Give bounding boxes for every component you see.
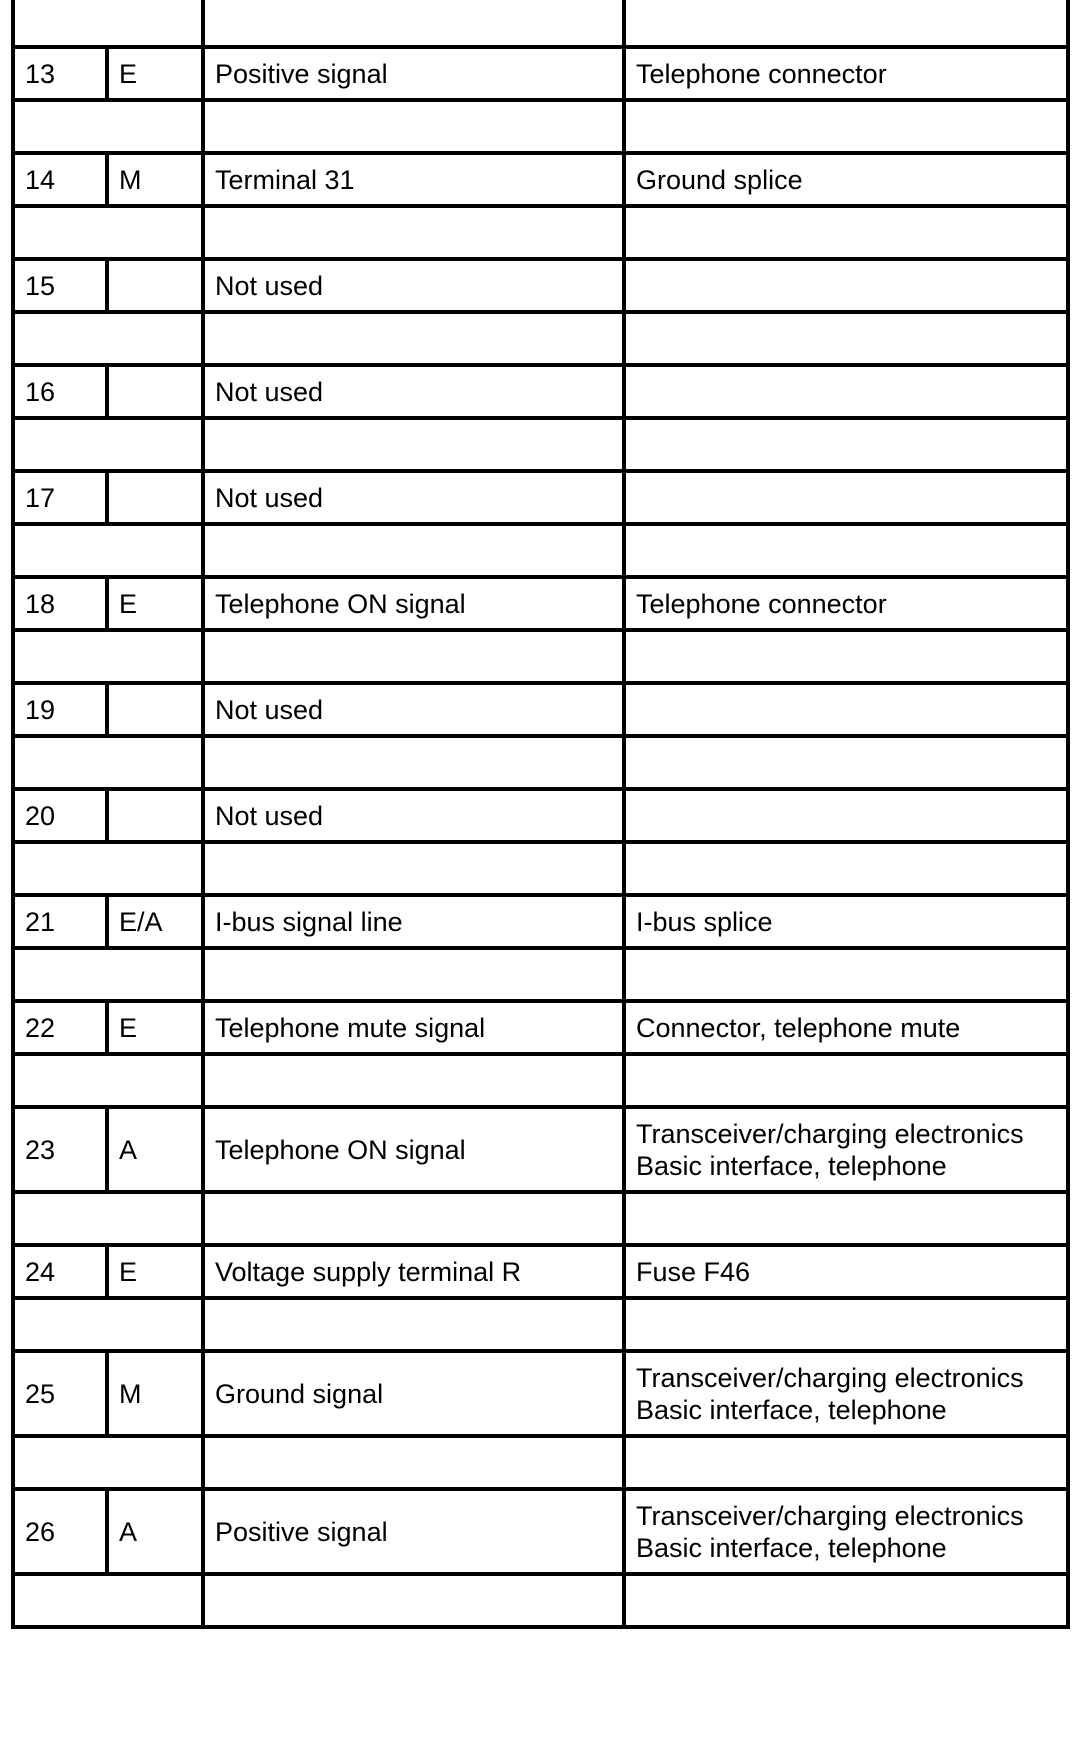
- type-cell: E: [107, 47, 203, 100]
- spacer-cell: [624, 524, 1068, 577]
- type-cell: E: [107, 1245, 203, 1298]
- pin-cell: 18: [13, 577, 107, 630]
- spacer-cell: [13, 524, 107, 577]
- connection-line: Ground splice: [636, 164, 803, 195]
- type-cell: [107, 365, 203, 418]
- table-row: [13, 471, 1068, 524]
- function-cell: Not used: [203, 789, 624, 842]
- spacer-cell: [13, 1298, 107, 1351]
- spacer-cell: [624, 842, 1068, 895]
- type-cell: E: [107, 1001, 203, 1054]
- spacer-cell: [624, 736, 1068, 789]
- spacer-cell: [13, 948, 107, 1001]
- connection-line: Basic interface, telephone: [636, 1532, 947, 1563]
- connection-cell: [624, 895, 1068, 948]
- spacer-cell: [107, 948, 203, 1001]
- spacer-cell: [624, 206, 1068, 259]
- connection-line: Basic interface, telephone: [636, 1150, 947, 1181]
- spacer-cell: [624, 1574, 1068, 1627]
- spacer-cell: [624, 1192, 1068, 1245]
- spacer-row: [13, 1298, 1068, 1351]
- connection-line: I-bus splice: [636, 906, 773, 937]
- pin-cell: 26: [13, 1489, 107, 1574]
- table-row: [13, 1351, 1068, 1436]
- spacer-cell: [13, 842, 107, 895]
- function-cell: Not used: [203, 259, 624, 312]
- function-cell: Not used: [203, 365, 624, 418]
- spacer-cell: [203, 736, 624, 789]
- table-row: [13, 789, 1068, 842]
- spacer-cell: [13, 1436, 107, 1489]
- type-cell: [107, 471, 203, 524]
- spacer-cell: [203, 524, 624, 577]
- pin-cell: 25: [13, 1351, 107, 1436]
- pin-cell: 13: [13, 47, 107, 100]
- spacer-cell: [203, 842, 624, 895]
- spacer-cell: [203, 100, 624, 153]
- spacer-cell: [203, 1298, 624, 1351]
- spacer-cell: [107, 524, 203, 577]
- table-row: [13, 47, 1068, 100]
- type-cell: A: [107, 1489, 203, 1574]
- type-cell: [107, 259, 203, 312]
- spacer-cell: [13, 0, 107, 47]
- spacer-row: [13, 100, 1068, 153]
- spacer-cell: [13, 1574, 107, 1627]
- spacer-cell: [107, 418, 203, 471]
- pin-cell: 19: [13, 683, 107, 736]
- spacer-cell: [203, 418, 624, 471]
- connection-cell: [624, 1489, 1068, 1574]
- connection-cell: [624, 683, 1068, 736]
- table-row: [13, 259, 1068, 312]
- spacer-row: [13, 0, 1068, 47]
- spacer-cell: [203, 630, 624, 683]
- connection-cell: [624, 1245, 1068, 1298]
- spacer-row: [13, 842, 1068, 895]
- spacer-cell: [203, 1054, 624, 1107]
- type-cell: E/A: [107, 895, 203, 948]
- function-cell: Telephone ON signal: [203, 577, 624, 630]
- pin-cell: 24: [13, 1245, 107, 1298]
- pin-cell: 23: [13, 1107, 107, 1192]
- pin-cell: 15: [13, 259, 107, 312]
- spacer-row: [13, 1192, 1068, 1245]
- connection-line: Telephone connector: [636, 58, 887, 89]
- spacer-cell: [107, 0, 203, 47]
- spacer-cell: [107, 1574, 203, 1627]
- spacer-cell: [624, 0, 1068, 47]
- pin-assignment-table: [11, 0, 1070, 1629]
- pin-cell: 17: [13, 471, 107, 524]
- spacer-row: [13, 312, 1068, 365]
- spacer-row: [13, 524, 1068, 577]
- table-row: [13, 1107, 1068, 1192]
- connection-cell: [624, 1351, 1068, 1436]
- spacer-cell: [13, 1054, 107, 1107]
- type-cell: [107, 683, 203, 736]
- spacer-row: [13, 630, 1068, 683]
- pin-cell: 20: [13, 789, 107, 842]
- spacer-cell: [624, 1298, 1068, 1351]
- table-row: [13, 153, 1068, 206]
- connection-cell: [624, 789, 1068, 842]
- spacer-cell: [203, 1574, 624, 1627]
- spacer-cell: [107, 1192, 203, 1245]
- table-row: [13, 683, 1068, 736]
- pin-cell: 22: [13, 1001, 107, 1054]
- spacer-cell: [203, 0, 624, 47]
- table-row: [13, 577, 1068, 630]
- connection-line: Transceiver/charging electronics: [636, 1500, 1024, 1531]
- spacer-row: [13, 1436, 1068, 1489]
- spacer-cell: [624, 1436, 1068, 1489]
- connection-cell: [624, 365, 1068, 418]
- function-cell: Telephone mute signal: [203, 1001, 624, 1054]
- function-cell: Positive signal: [203, 1489, 624, 1574]
- type-cell: A: [107, 1107, 203, 1192]
- spacer-cell: [107, 206, 203, 259]
- spacer-cell: [624, 100, 1068, 153]
- function-cell: Ground signal: [203, 1351, 624, 1436]
- connection-line: Connector, telephone mute: [636, 1012, 961, 1043]
- connection-cell: [624, 153, 1068, 206]
- function-cell: I-bus signal line: [203, 895, 624, 948]
- connection-cell: [624, 1107, 1068, 1192]
- spacer-cell: [13, 418, 107, 471]
- connection-line: Basic interface, telephone: [636, 1394, 947, 1425]
- spacer-cell: [13, 206, 107, 259]
- pin-cell: 21: [13, 895, 107, 948]
- spacer-cell: [107, 1054, 203, 1107]
- function-cell: Telephone ON signal: [203, 1107, 624, 1192]
- connection-cell: [624, 577, 1068, 630]
- connection-cell: [624, 1001, 1068, 1054]
- function-cell: Positive signal: [203, 47, 624, 100]
- spacer-cell: [13, 736, 107, 789]
- spacer-row: [13, 1054, 1068, 1107]
- spacer-cell: [203, 206, 624, 259]
- spacer-cell: [624, 1054, 1068, 1107]
- connection-cell: [624, 259, 1068, 312]
- type-cell: M: [107, 153, 203, 206]
- type-cell: E: [107, 577, 203, 630]
- connection-line: Transceiver/charging electronics: [636, 1118, 1024, 1149]
- type-cell: M: [107, 1351, 203, 1436]
- connection-line: Transceiver/charging electronics: [636, 1362, 1024, 1393]
- spacer-row: [13, 1574, 1068, 1627]
- type-cell: [107, 789, 203, 842]
- table-row: [13, 365, 1068, 418]
- pin-cell: 16: [13, 365, 107, 418]
- function-cell: Terminal 31: [203, 153, 624, 206]
- spacer-cell: [203, 1436, 624, 1489]
- spacer-row: [13, 418, 1068, 471]
- table-row: [13, 1001, 1068, 1054]
- spacer-cell: [13, 312, 107, 365]
- spacer-cell: [13, 100, 107, 153]
- spacer-cell: [107, 630, 203, 683]
- connection-line: Telephone connector: [636, 588, 887, 619]
- spacer-cell: [203, 312, 624, 365]
- spacer-cell: [624, 418, 1068, 471]
- spacer-cell: [107, 312, 203, 365]
- spacer-cell: [107, 736, 203, 789]
- connection-cell: [624, 471, 1068, 524]
- spacer-cell: [107, 1298, 203, 1351]
- pin-cell: 14: [13, 153, 107, 206]
- spacer-cell: [107, 1436, 203, 1489]
- spacer-cell: [624, 312, 1068, 365]
- spacer-cell: [624, 630, 1068, 683]
- connection-cell: [624, 47, 1068, 100]
- spacer-cell: [13, 1192, 107, 1245]
- spacer-cell: [107, 842, 203, 895]
- function-cell: Voltage supply terminal R: [203, 1245, 624, 1298]
- spacer-cell: [107, 100, 203, 153]
- spacer-cell: [203, 1192, 624, 1245]
- spacer-row: [13, 736, 1068, 789]
- table-body: [13, 0, 1068, 1627]
- spacer-row: [13, 948, 1068, 1001]
- table-row: [13, 1245, 1068, 1298]
- function-cell: Not used: [203, 471, 624, 524]
- table-row: [13, 895, 1068, 948]
- table-row: [13, 1489, 1068, 1574]
- spacer-cell: [624, 948, 1068, 1001]
- spacer-cell: [203, 948, 624, 1001]
- spacer-row: [13, 206, 1068, 259]
- function-cell: Not used: [203, 683, 624, 736]
- connection-line: Fuse F46: [636, 1256, 751, 1287]
- spacer-cell: [13, 630, 107, 683]
